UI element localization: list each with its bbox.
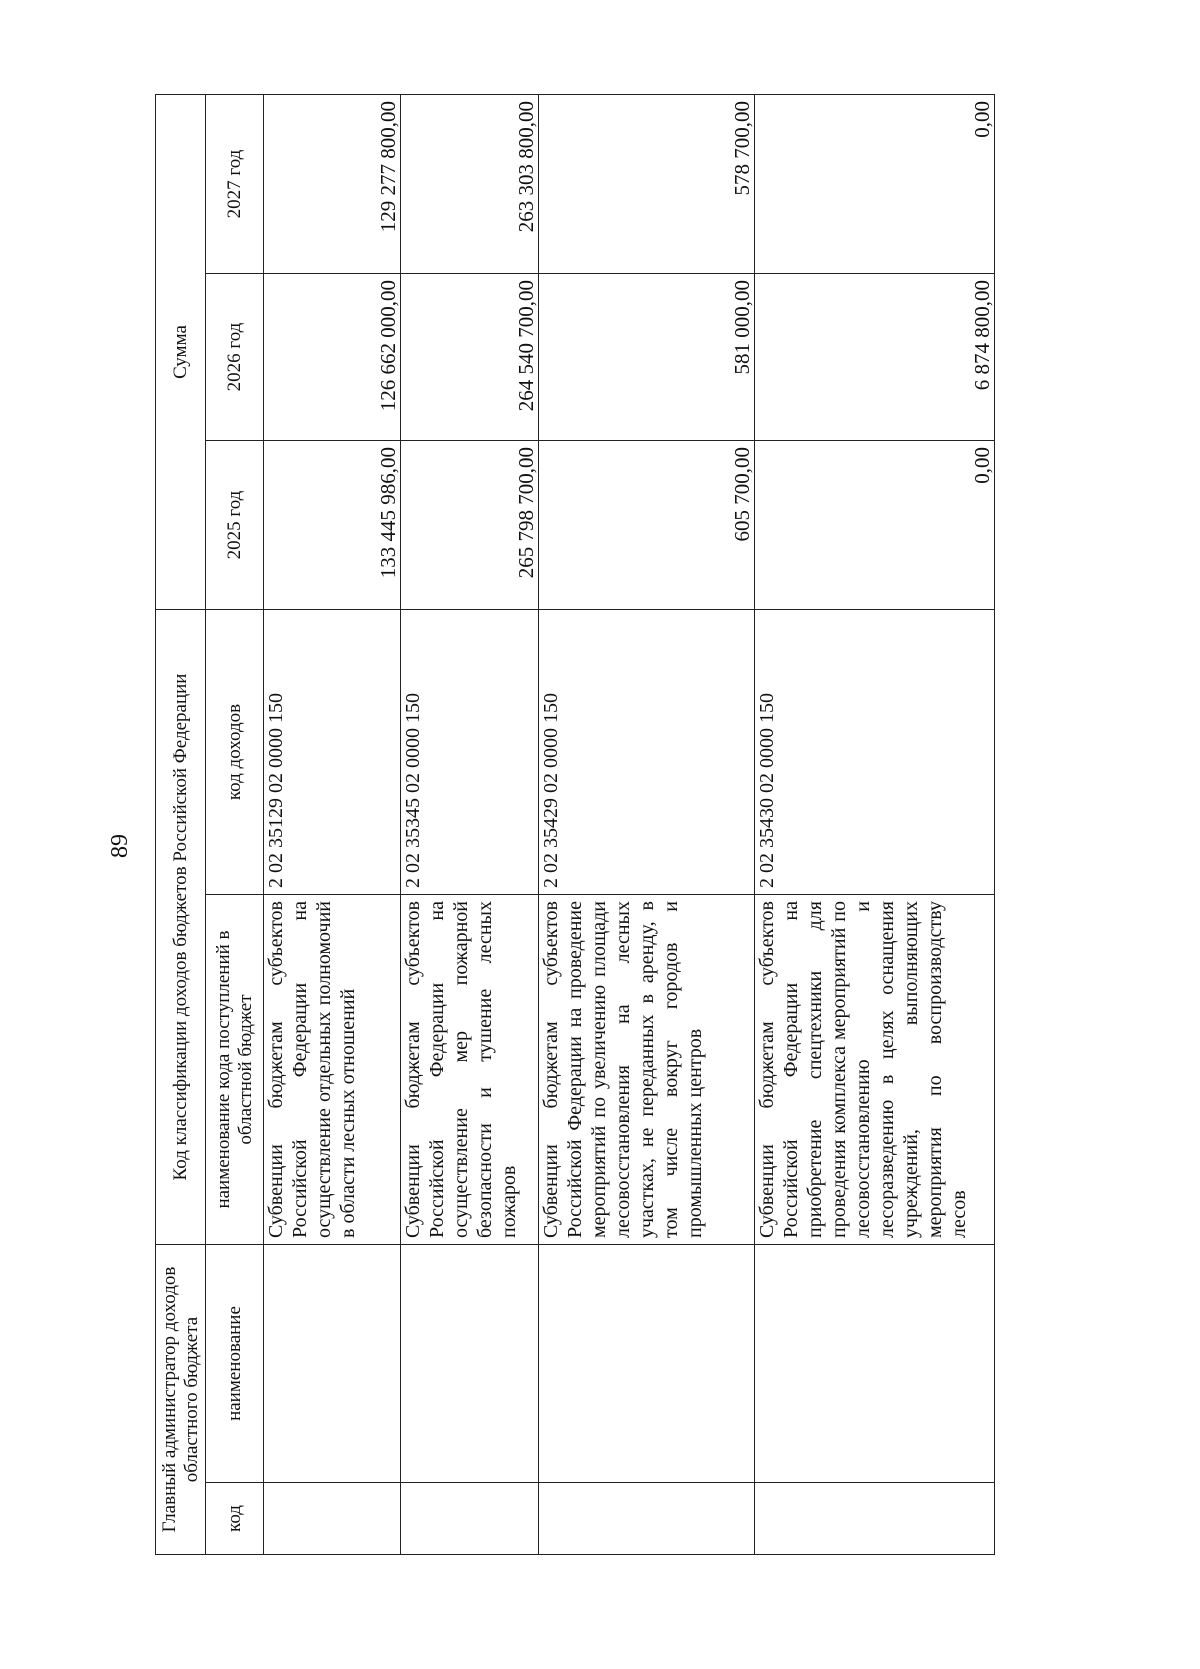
row-revenue-name: Субвенции бюджетам субъектов Российской Федерации на осуществление мер пожарной безопасности и тушение лесных пожаров <box>401 895 538 1245</box>
table-row <box>755 94 995 1554</box>
row-revenue-name: Субвенции бюджетам субъектов Российской Федерации на проведение мероприятий по увеличению площади лесовосстановления на лесных участках, не переданных в аренду, в том числе вокруг городов и промышленных центров <box>538 895 755 1245</box>
revenue-classification-table <box>155 94 995 1555</box>
row-revenue-name: Субвенции бюджетам субъектов Российской Федерации на осуществление отдельных полномочий в области лесных отношений <box>264 895 401 1245</box>
row-revenue-code: 2 02 35429 02 0000 150 <box>538 610 755 895</box>
row-sum-2025: 133 445 986,00 <box>264 441 401 610</box>
row-admin-code <box>401 1483 538 1555</box>
row-sum-2027: 129 277 800,00 <box>264 94 401 273</box>
page-number: 89 <box>107 834 133 858</box>
header-class-code: код доходов <box>206 610 264 895</box>
row-admin-name <box>755 1245 995 1483</box>
row-sum-2027: 0,00 <box>755 94 995 273</box>
row-sum-2025: 265 798 700,00 <box>401 441 538 610</box>
row-sum-2026: 126 662 000,00 <box>264 274 401 441</box>
row-sum-2027: 578 700,00 <box>538 94 755 273</box>
row-admin-name <box>538 1245 755 1483</box>
row-revenue-code: 2 02 35430 02 0000 150 <box>755 610 995 895</box>
header-year-2027: 2027 год <box>206 94 264 273</box>
header-year-2026: 2026 год <box>206 274 264 441</box>
row-sum-2026: 581 000,00 <box>538 274 755 441</box>
header-admin-code: код <box>206 1483 264 1555</box>
row-sum-2026: 6 874 800,00 <box>755 274 995 441</box>
table-row <box>264 94 401 1554</box>
header-year-2025: 2025 год <box>206 441 264 610</box>
header-classification-group: Код классификации доходов бюджетов Российской Федерации <box>156 610 206 1245</box>
row-revenue-code: 2 02 35345 02 0000 150 <box>401 610 538 895</box>
row-admin-code <box>264 1483 401 1555</box>
row-admin-name <box>401 1245 538 1483</box>
row-sum-2027: 263 303 800,00 <box>401 94 538 273</box>
row-admin-code <box>538 1483 755 1555</box>
row-sum-2026: 264 540 700,00 <box>401 274 538 441</box>
header-admin-group: Главный администратор доходов областного бюджета <box>156 1245 206 1555</box>
row-revenue-name: Субвенции бюджетам субъектов Российской Федерации на приобретение спецтехники для проведения комплекса мероприятий по лесовосстановлению и лесоразведению в целях оснащения учреждений, выполняющих мероприятия по воспроизводству лесов <box>755 895 995 1245</box>
table-row <box>401 94 538 1554</box>
row-admin-name <box>264 1245 401 1483</box>
header-sum-group: Сумма <box>156 94 206 609</box>
row-sum-2025: 605 700,00 <box>538 441 755 610</box>
header-class-name: наименование кода поступлений в областной бюджет <box>206 895 264 1245</box>
row-revenue-code: 2 02 35129 02 0000 150 <box>264 610 401 895</box>
row-admin-code <box>755 1483 995 1555</box>
row-sum-2025: 0,00 <box>755 441 995 610</box>
header-admin-name: наименование <box>206 1245 264 1483</box>
table-row <box>538 94 755 1554</box>
